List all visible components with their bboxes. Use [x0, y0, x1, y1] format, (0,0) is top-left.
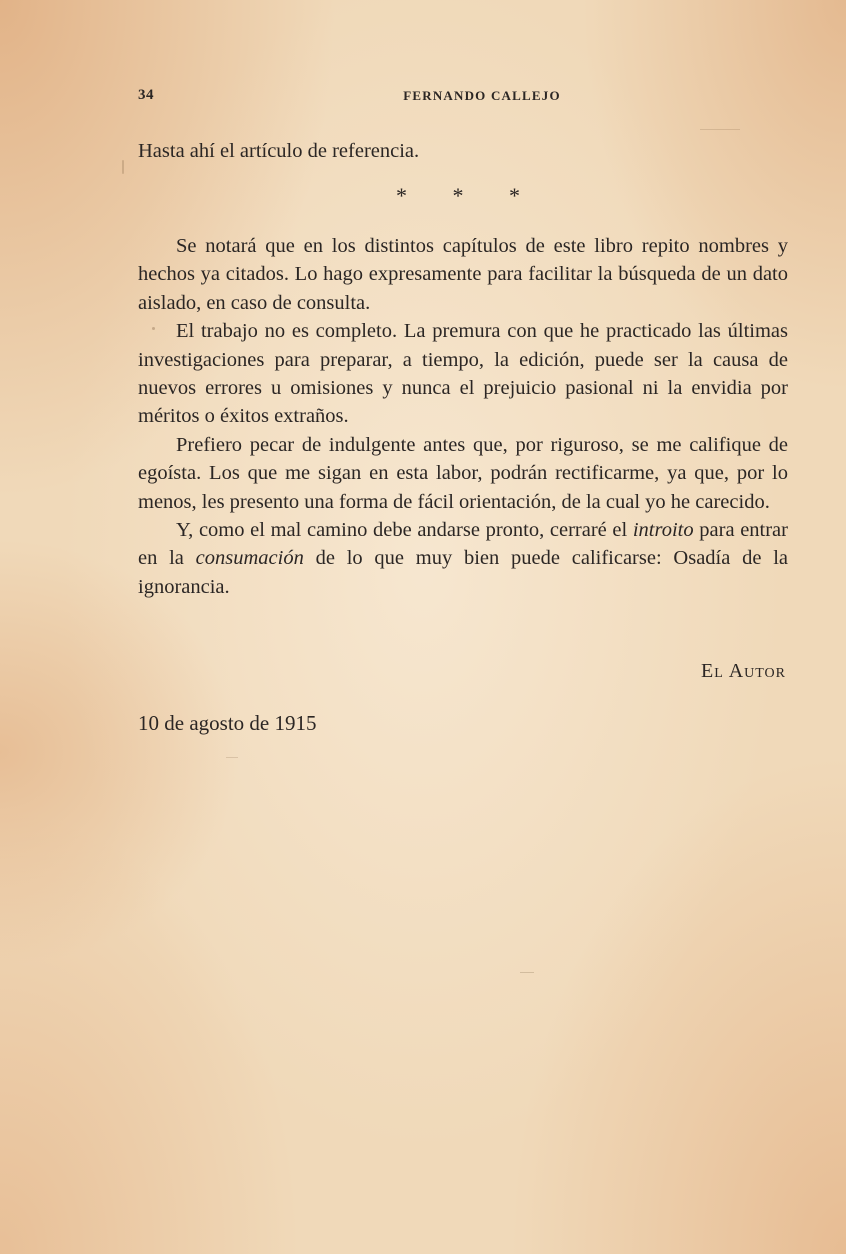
page-number: 34 — [138, 87, 154, 103]
paper-mark — [122, 160, 124, 174]
paragraph-text: Prefiero pecar de indulgente antes que, por riguroso, se me califique de egoísta. Los que me sigan en esta labor, podrán rectificarme, ya que, por lo menos, les presento una forma de fácil orientación, de la cual yo he carecido. — [138, 433, 788, 513]
author-signature: El Autor — [701, 660, 786, 682]
paragraph-repetition — [138, 232, 788, 317]
italic-term-consumacion: consumación — [195, 547, 304, 570]
italic-term-introito: introito — [632, 519, 694, 542]
paragraph-text: para entrar en la — [138, 519, 788, 570]
paragraph-text: Se notará que en los distintos capítulos de este libro repito nombres y hechos ya citados. Lo hago expresamente para facilitar la búsqueda de un dato aislado, en caso de consulta. — [138, 235, 788, 314]
paragraph-text: de lo que muy bien puede calificarse: Osadía de la ignorancia. — [138, 547, 788, 598]
paragraph-closing — [138, 516, 788, 601]
paper-mark — [226, 757, 238, 758]
paper-speck — [152, 327, 155, 330]
running-title: FERNANDO CALLEJO — [403, 88, 561, 103]
paragraph-text: El trabajo no es completo. La premura con que he practicado las últimas investigaciones para preparar, a tiempo, la edición, puede ser la causa de nuevos errores u omisiones y nunca el prejuicio pasional ni la envidia por méritos o éxitos extraños. — [138, 320, 788, 428]
paper-mark — [520, 972, 534, 973]
body-paragraphs — [138, 232, 788, 601]
date-line: 10 de agosto de 1915 — [138, 711, 317, 735]
running-head — [138, 87, 790, 107]
intro-line: Hasta ahí el artículo de referencia. — [138, 140, 420, 162]
paragraph-indulgence — [138, 431, 788, 516]
section-break: * * * — [396, 183, 540, 208]
paper-mark — [700, 129, 740, 130]
paragraph-incomplete-work — [138, 317, 788, 431]
paragraph-text: Y, como el mal camino debe andarse pronto, cerraré el — [176, 519, 633, 542]
